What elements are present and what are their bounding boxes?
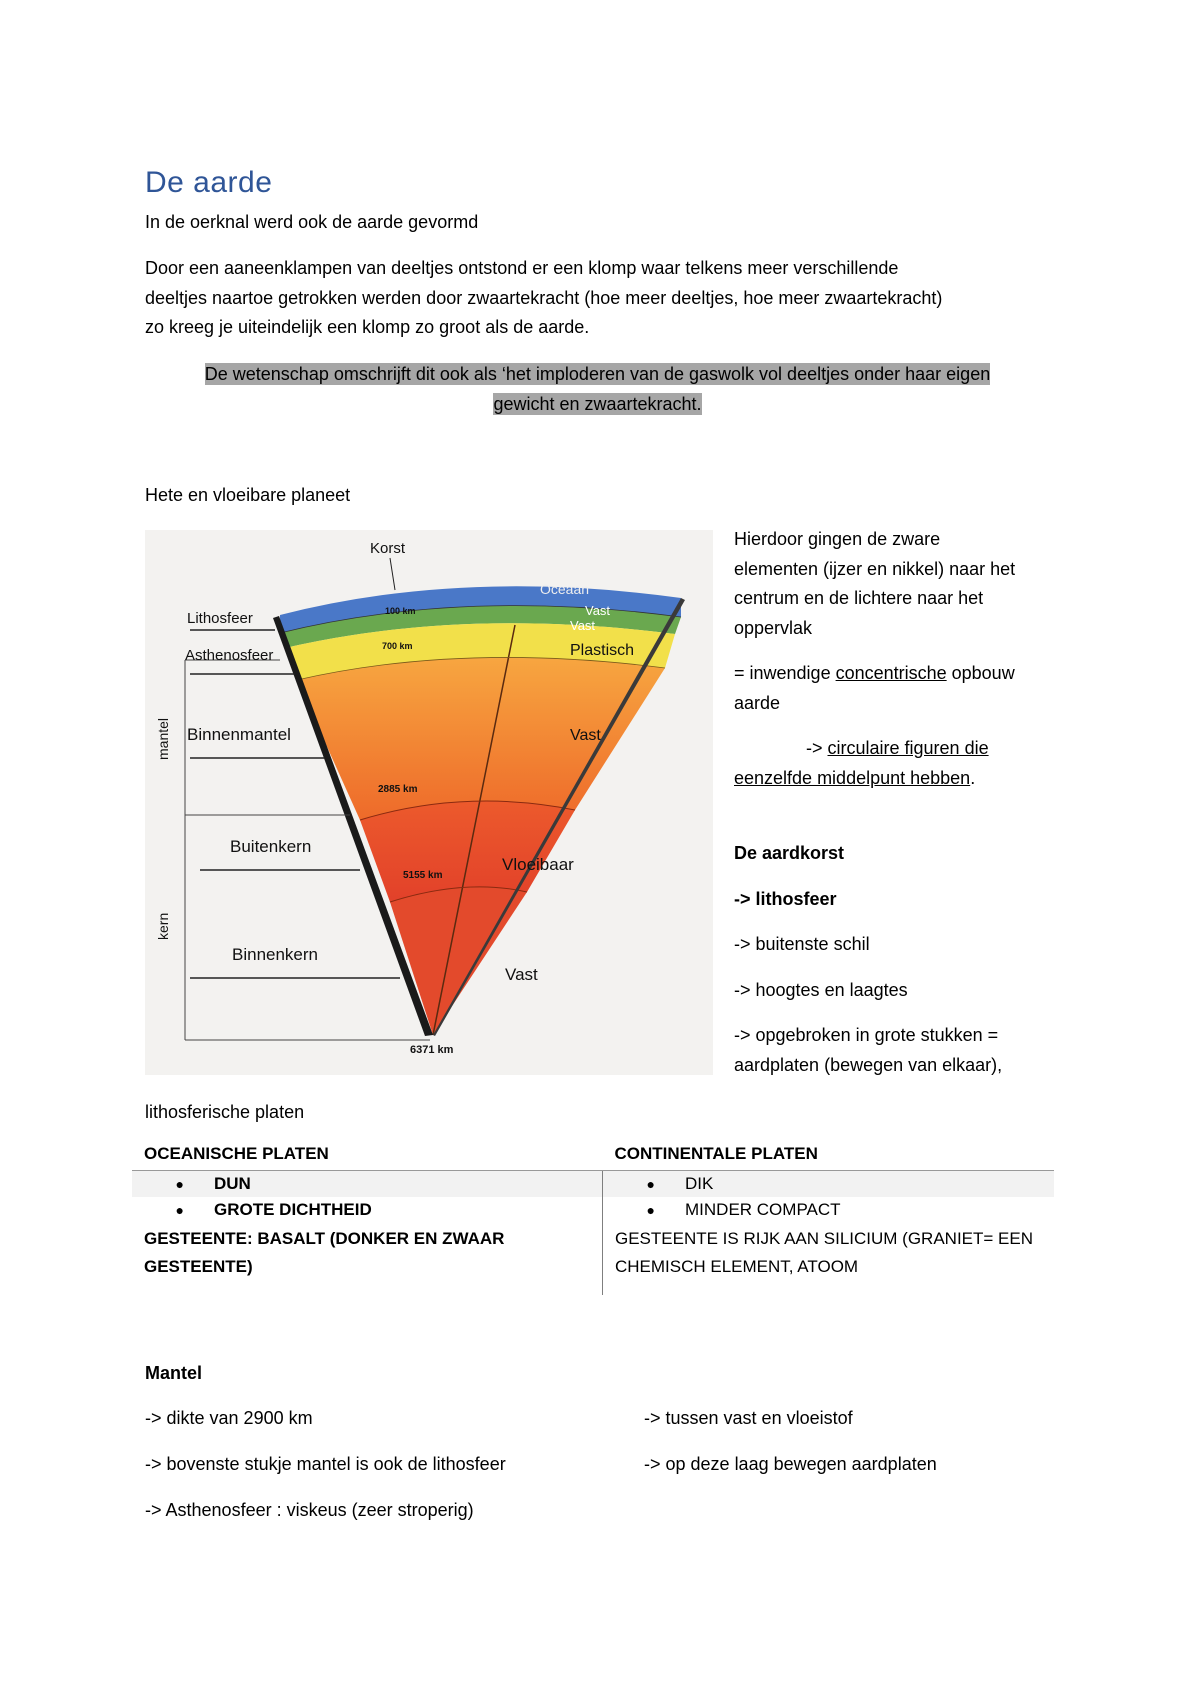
label-binnenmantel: Binnenmantel [187,725,291,744]
label-vast-4: Vast [505,965,538,984]
label-plastisch: Plastisch [570,642,635,659]
label-vloeibaar: Vloeibaar [502,855,574,874]
page-title: De aarde [145,166,273,199]
label-vast-1: Vast [585,603,611,618]
definition-line-2 [734,764,1064,794]
table-row [132,1197,1054,1223]
text-line: -> lithosfeer [734,888,837,909]
paragraph-line: deeltjes naartoe getrokken werden door zwaartekracht (hoe meer deeltjes, hoe meer zwaartekracht) [145,287,943,308]
text-line: Hierdoor gingen de zware [734,529,941,549]
table-cell [603,1171,1055,1198]
list-item: ● MINDER COMPACT [646,1200,841,1219]
label-2885km: 2885 km [378,784,418,795]
text-line: -> opgebroken in grote stukken = [734,1025,999,1045]
text-line: -> buitenste schil [734,934,870,954]
text-line: -> hoogtes en laagtes [734,979,908,1000]
list-item-text: DUN [214,1174,251,1193]
list-item: ● DUN [175,1174,251,1193]
table-header: CONTINENTALE PLATEN [603,1144,1055,1171]
highlighted-quote [145,359,1050,419]
text-part: circulaire figuren die [827,738,989,758]
plates-table [132,1144,1054,1295]
text-line: -> dikte van 2900 km [145,1408,313,1428]
text-line: centrum en de lichtere naar het [734,588,984,608]
text-line: aardplaten (bewegen van elkaar), [734,1054,1003,1075]
paragraph-line: zo kreeg je uiteindelijk een klomp zo groot als de aarde. [145,317,590,337]
table-cell [603,1197,1055,1223]
label-100km: 100 km [385,606,416,616]
table-cell [132,1197,603,1223]
label-korst: Korst [370,540,406,557]
table-cell: GESTEENTE: BASALT (DONKER EN ZWAAR GESTEENTE) [132,1223,603,1295]
right-column [734,525,1064,1080]
earth-cross-section-figure [145,530,713,1075]
subheading-mantel: Mantel [145,1363,203,1383]
paragraph-line: Door een aaneenklampen van deeltjes ontstond er een klomp waar telkens meer verschillende [145,258,899,278]
concentric-line [734,659,1064,689]
table-cell: GESTEENTE IS RIJK AAN SILICIUM (GRANIET= EEN CHEMISCH ELEMENT, ATOOM [615,1229,1034,1276]
text-part: opbouw [946,663,1015,683]
text-part: -> [806,738,828,758]
text-line: elementen (ijzer en nikkel) naar het [734,558,1016,579]
text-part: = inwendige [734,663,836,683]
table-cell [132,1171,603,1198]
label-binnenkern: Binnenkern [232,945,319,964]
list-item-text: MINDER COMPACT [685,1200,841,1219]
label-mantel: mantel [155,717,171,760]
paragraph [145,254,942,343]
text-line: -> tussen vast en vloeistof [644,1408,853,1428]
text-line: oppervlak [734,617,813,638]
list-item: ● DIK [646,1174,714,1193]
section-title: Hete en vloeibare planeet [145,485,351,505]
highlight-line: De wetenschap omschrijft dit ook als ‘het imploderen van de gaswolk vol deeltjes onder haar eigen [204,364,991,384]
text-line: lithosferische platen [145,1102,305,1122]
label-asthenosfeer: Asthenosfeer [185,647,274,664]
text-line: -> op deze laag bewegen aardplaten [644,1454,937,1474]
label-6371km: 6371 km [410,1044,454,1056]
label-buitenkern: Buitenkern [230,837,312,856]
label-lithosfeer: Lithosfeer [187,610,253,627]
label-kern: kern [155,912,171,940]
table-row [132,1171,1054,1198]
text-part: . [970,767,976,788]
text-line: -> Asthenosfeer : viskeus (zeer stroperig) [145,1500,474,1520]
label-700km: 700 km [382,641,413,651]
definition-line [734,734,1064,764]
text-line: aarde [734,692,781,713]
text-part: eenzelfde middelpunt hebben [734,767,971,788]
list-item-text: DIK [685,1174,714,1193]
table-row [132,1223,1054,1295]
table-header: OCEANISCHE PLATEN [132,1144,603,1171]
subheading-aardkorst: De aardkorst [734,843,845,863]
list-item-text: GROTE DICHTHEID [214,1200,372,1219]
label-vast-3: Vast [570,727,601,744]
label-vast-2: Vast [570,618,596,633]
highlight-line: gewicht en zwaartekracht. [493,394,702,414]
earth-diagram [145,530,713,1075]
label-5155km: 5155 km [403,870,443,881]
list-item: ● GROTE DICHTHEID [175,1200,372,1219]
intro-text: In de oerknal werd ook de aarde gevormd [145,212,479,232]
label-oceaan: Oceaan [540,581,590,597]
text-part: concentrische [835,663,947,683]
table-header-row [132,1144,1054,1171]
text-line: -> bovenste stukje mantel is ook de lithosfeer [145,1454,506,1474]
